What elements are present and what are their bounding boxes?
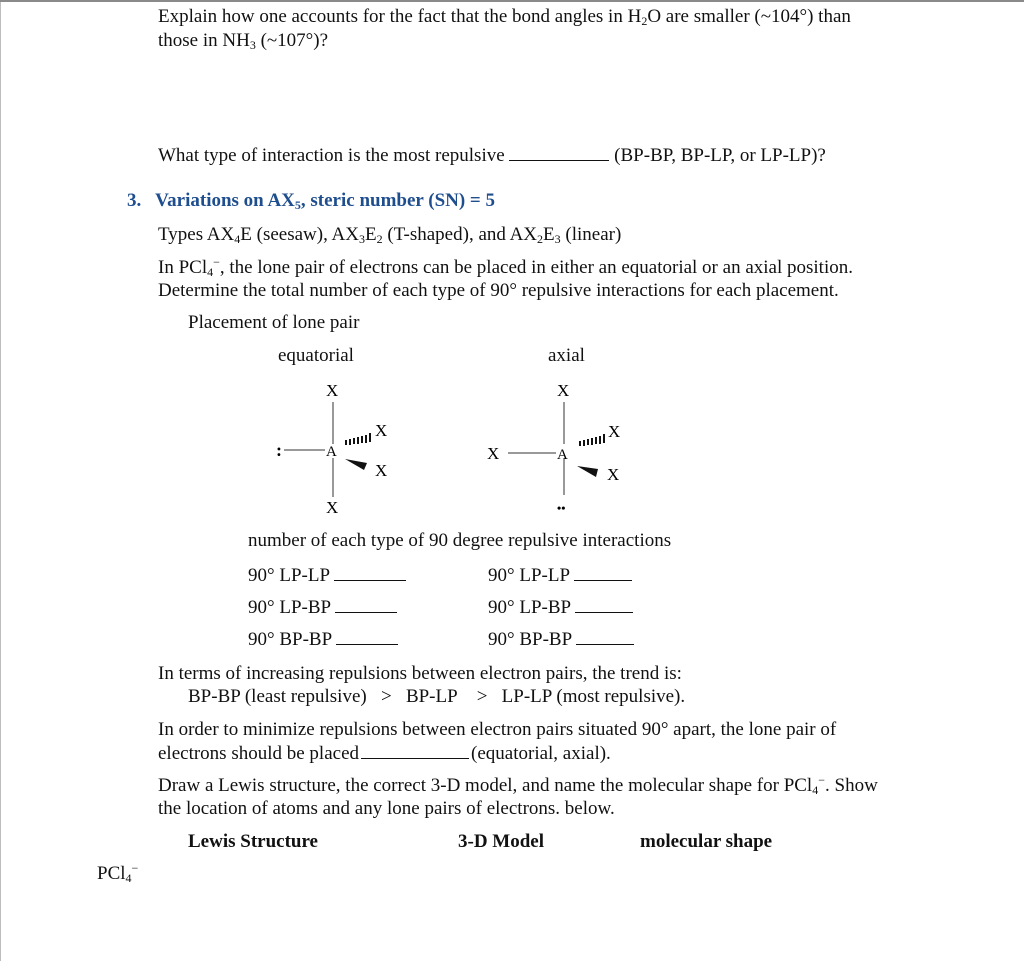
eq-top-x: X [326, 381, 339, 400]
types-line: Types $AX_4E$ (seesaw), $AX_3E_2$ (T-shaped), and $AX_2E_3$ (linear) [158, 224, 622, 246]
ax-hash-wedge [580, 434, 604, 446]
axial-diagram [487, 381, 620, 515]
placement-label: Placement of lone pair [188, 312, 360, 333]
eq-hash-wedge [346, 433, 370, 445]
draw-line1: Draw a Lewis structure, the correct 3-D model, and name the molecular shape for PCl$_4$−. Show [158, 773, 878, 797]
ax-top-x: X [557, 381, 570, 400]
h2o-question-line2: those in $NH_3$ (~107°)? [158, 30, 329, 52]
eq-back-x: X [375, 421, 388, 440]
axial-heading: axial [548, 345, 585, 366]
ax-lpbp-row: 90° LP-BP [488, 596, 633, 619]
placement-answer-blank[interactable] [361, 742, 469, 759]
lone-pair-diagrams [0, 370, 1024, 520]
section-3-heading: 3. Variations on $AX_5$, steric number (SN) = 5 [127, 190, 496, 212]
ax-back-x: X [608, 422, 621, 441]
eq-bottom-x: X [326, 498, 339, 517]
lewis-structure-header: Lewis Structure [188, 831, 318, 852]
most-repulsive-blank[interactable] [509, 144, 609, 161]
eq-lpbp-row: 90° LP-BP [248, 596, 397, 619]
ax-solid-wedge [577, 466, 598, 477]
eq-lplp-blank[interactable] [334, 564, 406, 581]
h2o-question-line1: Explain how one accounts for the fact that the bond angles in $H_2O$ are smaller (~104°) than [158, 6, 851, 28]
interactions-title: number of each type of 90 degree repulsive interactions [248, 530, 672, 551]
molecular-shape-header: molecular shape [640, 831, 773, 852]
equatorial-heading: equatorial [278, 345, 354, 366]
ax-bpbp-blank[interactable] [576, 628, 634, 645]
eq-bpbp-row: 90° BP-BP [248, 628, 398, 651]
trend-line2: BP-BP (least repulsive) > BP-LP > LP-LP (most repulsive). [188, 686, 686, 707]
pcl4-paragraph-line1: In PCl$_4$−, the lone pair of electrons can be placed in either an equatorial or an axial position. [158, 255, 853, 279]
eq-lone-pair: : [276, 440, 282, 460]
3d-model-header: 3-D Model [458, 831, 545, 852]
repulsive-question: What type of interaction is the most repulsive (BP-BP, BP-LP, or LP-LP)? [158, 145, 826, 166]
eq-center-a: A [326, 444, 337, 460]
minimize-line2: electrons should be placed (equatorial, axial). [158, 743, 611, 764]
page-border-top [0, 0, 1024, 2]
pcl4-paragraph-line2: Determine the total number of each type of 90° repulsive interactions for each placement. [158, 280, 839, 301]
ax-lplp-row: 90° LP-LP [488, 564, 632, 587]
ax-lpbp-blank[interactable] [575, 596, 633, 613]
eq-lpbp-blank[interactable] [335, 596, 397, 613]
ax-lplp-blank[interactable] [574, 564, 632, 581]
ax-bpbp-row: 90° BP-BP [488, 628, 634, 651]
ax-center-a: A [557, 447, 568, 463]
equatorial-diagram [276, 381, 387, 517]
trend-line1: In terms of increasing repulsions between electron pairs, the trend is: [158, 663, 682, 684]
pcl4-row-label: PCl$_4$− [97, 861, 139, 885]
minimize-line1: In order to minimize repulsions between electron pairs situated 90° apart, the lone pair of [158, 719, 837, 740]
draw-line2: the location of atoms and any lone pairs of electrons. below. [158, 798, 615, 819]
eq-lplp-row: 90° LP-LP [248, 564, 406, 587]
eq-solid-wedge [345, 459, 367, 470]
ax-front-x: X [607, 465, 620, 484]
eq-bpbp-blank[interactable] [336, 628, 398, 645]
eq-front-x: X [375, 461, 388, 480]
ax-left-x: X [487, 444, 500, 463]
ax-lone-pair: •• [557, 501, 566, 515]
